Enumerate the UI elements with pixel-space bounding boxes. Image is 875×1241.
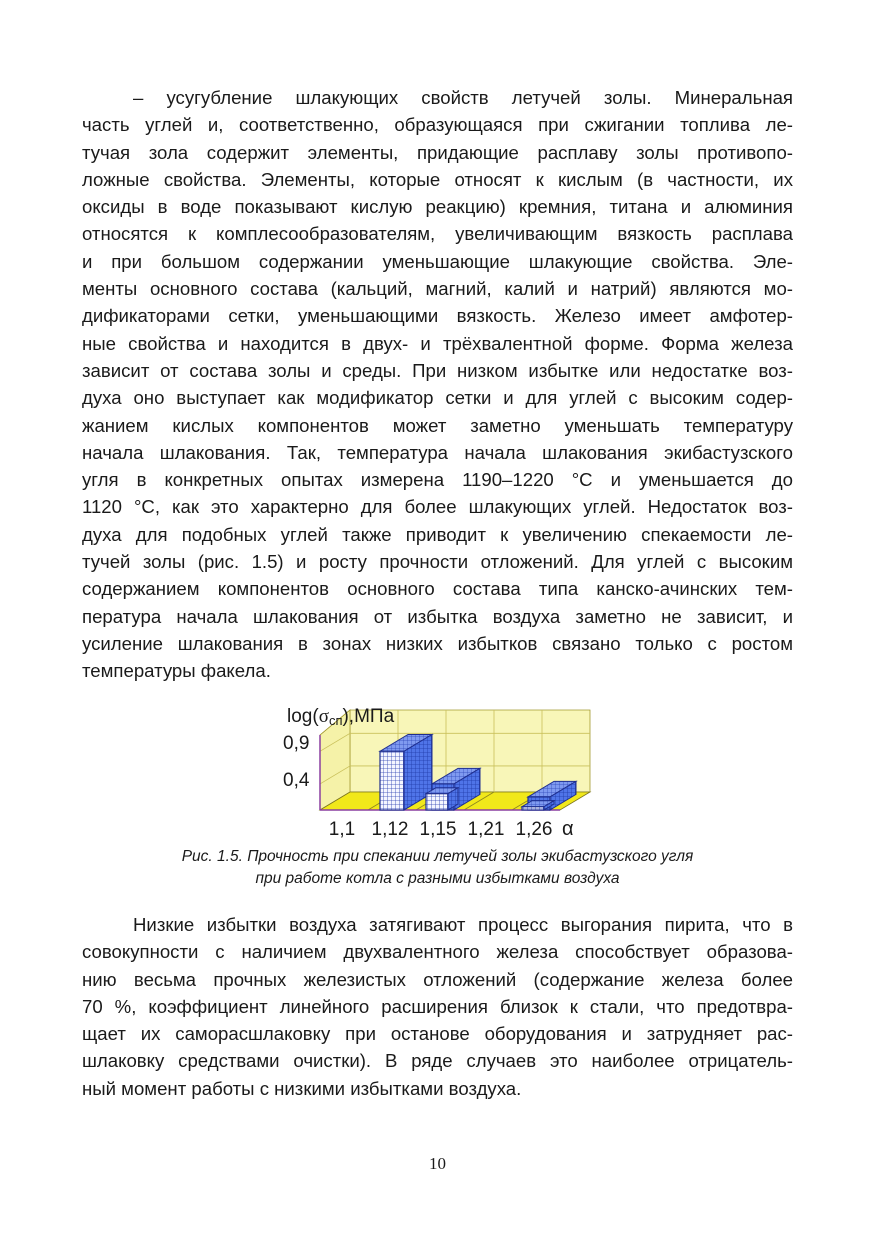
text-line: и при большом содержании уменьшающие шлакующие свойства. Эле- bbox=[82, 250, 793, 272]
text-line: ный момент работы с низкими избытками воздуха. bbox=[82, 1077, 522, 1099]
text-line: нию весьма прочных железистых отложений (содержание железа более bbox=[82, 968, 793, 990]
caption-line: Рис. 1.5. Прочность при спекании летучей золы экибастузского угля bbox=[181, 848, 694, 865]
text-line: ные свойства и находится в двух- и трёхвалентной форме. Форма железа bbox=[82, 332, 793, 354]
text-line: тучая зола содержит элементы, придающие расплаву золы противопо- bbox=[82, 141, 793, 163]
text-line: 1120 °С, как это характерно для более шлакующих углей. Недостаток воз- bbox=[82, 496, 793, 518]
text-line: температуры факела. bbox=[82, 660, 271, 682]
y-tick-label: 0,4 bbox=[283, 770, 310, 791]
text-line: пература начала шлакования от избытка воздуха заметно не зависит, и bbox=[82, 605, 793, 627]
text-line: шлаковку средствами очистки). В ряде случаев это наиболее отрицатель- bbox=[82, 1050, 793, 1072]
chart-y-label: log(σсп),МПа bbox=[287, 706, 395, 728]
bar-chart bbox=[275, 700, 595, 842]
x-tick-label: 1,1 bbox=[328, 819, 356, 840]
paragraph-1 bbox=[82, 84, 793, 685]
x-tick-label: 1,15 bbox=[419, 819, 457, 840]
x-tick-label: 1,21 bbox=[467, 819, 505, 840]
text-line: ложные свойства. Элементы, которые относят к кислым (в частности, их bbox=[82, 168, 793, 190]
text-line: усиление шлакования в зонах низких избытков связано только с ростом bbox=[82, 632, 793, 654]
text-line: угля в конкретных опытах измерена 1190–1220 °С и уменьшается до bbox=[82, 469, 793, 491]
text-line: дификаторами сетки, уменьшающими вязкость. Железо имеет амфотер- bbox=[82, 305, 793, 327]
bar-front bbox=[380, 751, 404, 810]
x-axis-label: α bbox=[562, 818, 574, 840]
text-line: Низкие избытки воздуха затягивают процесс выгорания пирита, что в bbox=[133, 914, 793, 935]
text-line: относятся к комплесообразователям, увеличивающим вязкость расплава bbox=[82, 223, 793, 245]
text-line: тучей золы (рис. 1.5) и росту прочности отложений. Для углей с высоким bbox=[82, 551, 793, 573]
bar bbox=[426, 788, 458, 810]
x-tick-label: 1,26 bbox=[515, 819, 553, 840]
text-line: жанием кислых компонентов может заметно уменьшать температуру bbox=[82, 414, 793, 436]
text-line: оксиды в воде показывают кислую реакцию) кремния, титана и алюминия bbox=[82, 196, 793, 218]
y-tick-label: 0,9 bbox=[283, 733, 310, 754]
text-line: менты основного состава (кальций, магний, калий и натрий) являются мо- bbox=[82, 278, 793, 300]
text-line: часть углей и, соответственно, образующаяся при сжигании топлива ле- bbox=[82, 114, 793, 136]
text-line: зависит от состава золы и среды. При низком избытке или недостатке воз- bbox=[82, 359, 793, 381]
paragraph-2 bbox=[82, 911, 793, 1102]
text-line: начала шлакования. Так, температура начала шлакования экибастузского bbox=[82, 441, 793, 463]
text-line: духа для подобных углей также приводит к увеличению спекаемости ле- bbox=[82, 523, 793, 545]
text-line: содержанием компонентов основного состава типа канско-ачинских тем- bbox=[82, 578, 793, 600]
page-number: 10 bbox=[429, 1154, 446, 1173]
bar-front bbox=[426, 794, 448, 810]
text-line: щает их саморасшлаковку при останове оборудования и затрудняет рас- bbox=[82, 1023, 793, 1045]
x-tick-label: 1,12 bbox=[371, 819, 409, 840]
text-line: – усугубление шлакующих свойств летучей золы. Минеральная bbox=[133, 87, 793, 108]
caption-line: при работе котла с разными избытками воздуха bbox=[255, 870, 620, 887]
chart-x-labels bbox=[329, 819, 553, 840]
bar-front bbox=[522, 807, 544, 810]
text-line: совокупности с наличием двухвалентного железа способствует образова- bbox=[82, 941, 793, 963]
figure-1-5 bbox=[275, 700, 595, 842]
text-line: 70 %, коэффициент линейного расширения близок к стали, что предотвра- bbox=[82, 995, 793, 1017]
text-line: духа оно выступает как модификатор сетки и для углей с высоким содер- bbox=[82, 387, 793, 409]
figure-caption bbox=[82, 846, 793, 890]
